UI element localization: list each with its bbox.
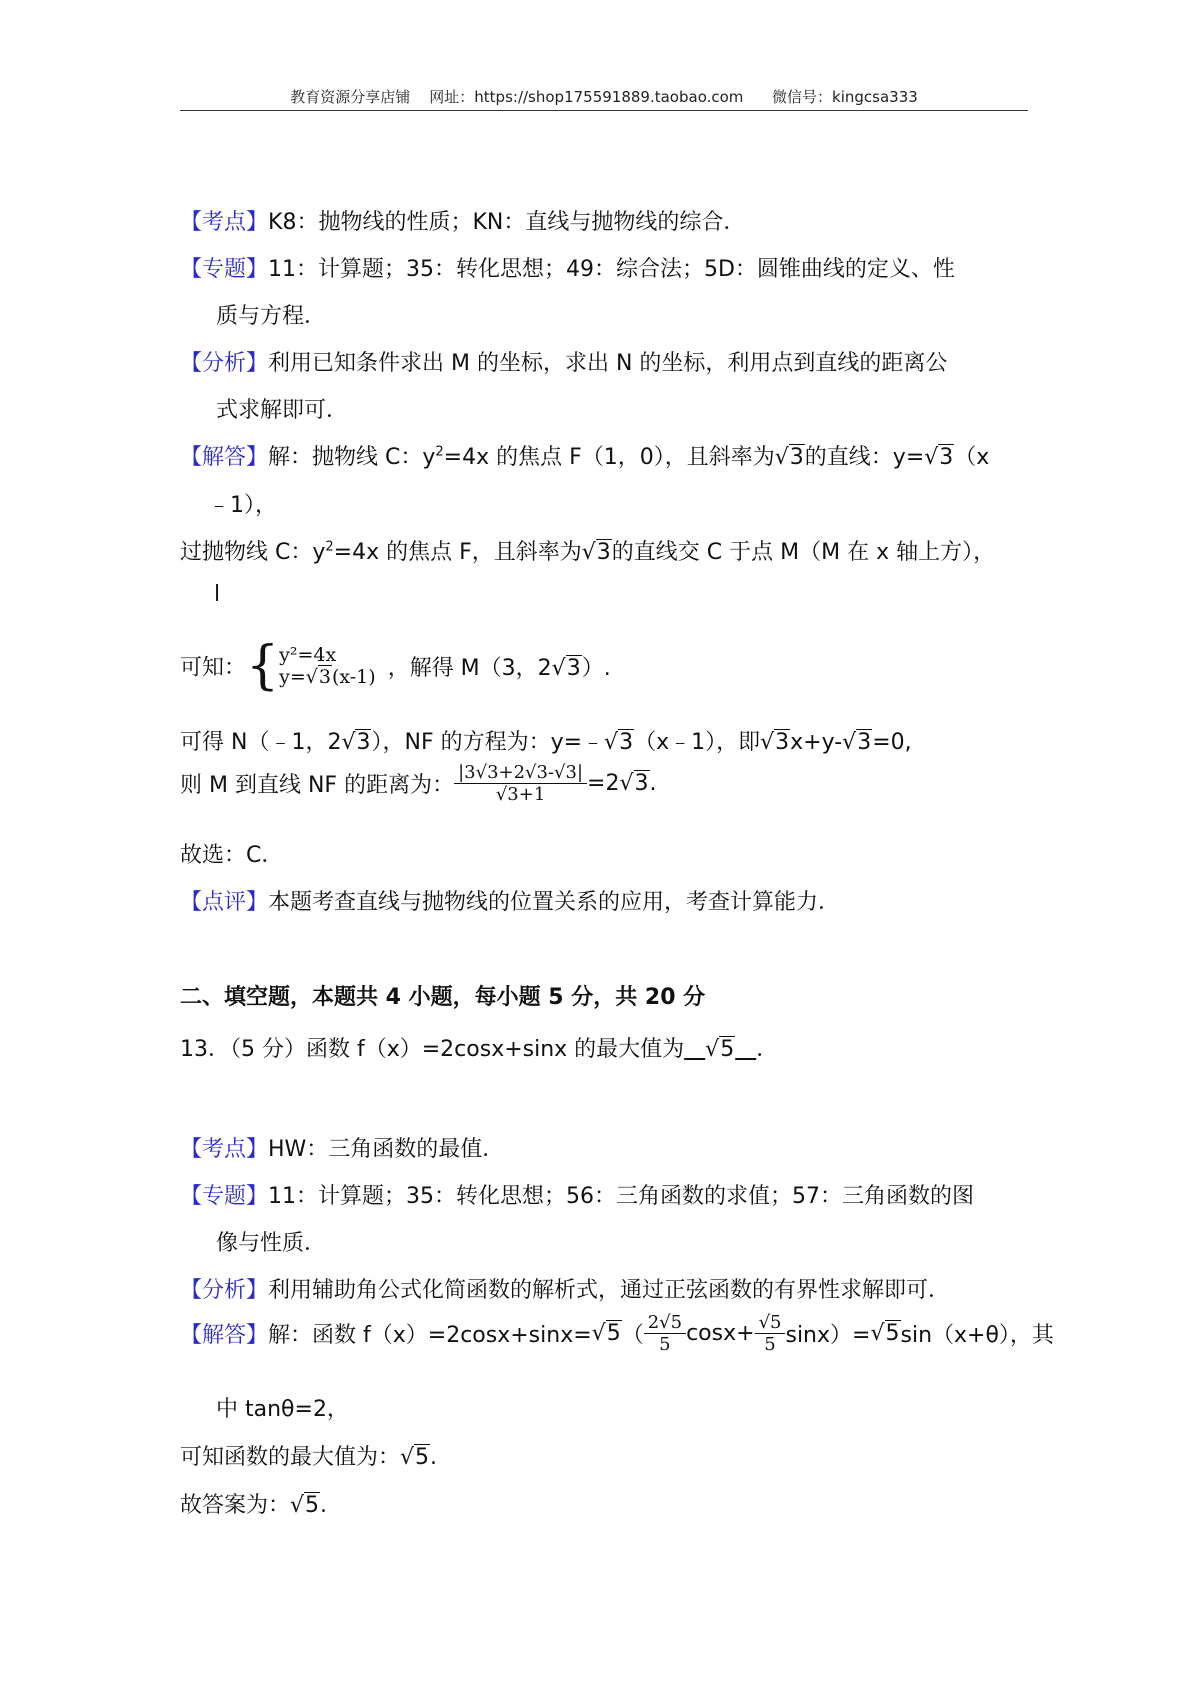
equation-2: y=√3(x-1) bbox=[279, 666, 376, 688]
sqrt-3: √3 bbox=[760, 730, 790, 755]
fenxi-text-2: 式求解即可． bbox=[216, 398, 349, 423]
tag-dianping: 【点评】 bbox=[180, 890, 269, 915]
text: =4x 的焦点 F，且斜率为 bbox=[333, 540, 582, 565]
kaodian-text: HW：三角函数的最值． bbox=[268, 1137, 505, 1162]
jieda-text: =4x 的焦点 F（1，0），且斜率为 bbox=[443, 445, 775, 470]
text: x+y- bbox=[790, 730, 843, 755]
text: 则 M 到直线 NF 的距离为： bbox=[180, 773, 455, 798]
tag-jieda: 【解答】 bbox=[180, 1323, 269, 1348]
text: ，解得 M（3，2√3）. bbox=[387, 655, 611, 681]
equation-system bbox=[279, 644, 376, 688]
sqrt-3: √3 bbox=[924, 445, 954, 470]
zhuanti-text-2: 质与方程． bbox=[216, 304, 327, 329]
q13-kaodian bbox=[180, 1132, 504, 1163]
sqrt-3: √3 bbox=[842, 730, 872, 755]
sqrt-5: √5 bbox=[290, 1493, 320, 1518]
sqrt-3: √3 bbox=[774, 445, 804, 470]
distance-fraction bbox=[454, 762, 587, 805]
stray-l: l bbox=[214, 582, 221, 607]
tag-fenxi: 【分析】 bbox=[180, 1278, 269, 1303]
superscript: 2 bbox=[325, 539, 334, 555]
text: ． bbox=[756, 1037, 779, 1062]
jieda-line2: ﹣1）， bbox=[208, 493, 277, 518]
text: （ bbox=[621, 1323, 644, 1348]
q12-zhuanti bbox=[180, 252, 955, 283]
q12-dianping bbox=[180, 885, 840, 916]
text: ），NF 的方程为：y=﹣ bbox=[371, 730, 605, 755]
text: =0, bbox=[872, 730, 912, 755]
header-divider bbox=[180, 110, 1028, 111]
text: （x﹣1），即 bbox=[634, 730, 761, 755]
header-url: 网址：https://shop175591889.taobao.com bbox=[429, 88, 744, 106]
fraction-sqrt5-over-5: $\frac{√5}{5}$ bbox=[755, 1312, 786, 1355]
page-header bbox=[180, 86, 1028, 107]
text: 过抛物线 C：y bbox=[180, 540, 326, 565]
q12-jieda-line1 bbox=[180, 440, 989, 471]
header-wechat: 微信号：kingcsa333 bbox=[772, 88, 918, 106]
text: . bbox=[430, 1445, 438, 1470]
fenxi-text-1: 利用已知条件求出 M 的坐标，求出 N 的坐标，利用点到直线的距离公 bbox=[268, 351, 948, 376]
sqrt-5: √5 bbox=[400, 1445, 430, 1470]
guxuan: 故选：C． bbox=[180, 843, 284, 868]
text: sin（x+θ），其 bbox=[900, 1323, 1054, 1348]
q12-line6 bbox=[180, 725, 912, 756]
text: 故答案为： bbox=[180, 1493, 291, 1518]
tag-kaodian: 【考点】 bbox=[180, 210, 269, 235]
tag-kaodian: 【考点】 bbox=[180, 1137, 269, 1162]
tag-zhuanti: 【专题】 bbox=[180, 257, 269, 282]
equation-1: y²=4x bbox=[279, 644, 337, 666]
text: 解：函数 f（x）=2cosx+sinx= bbox=[268, 1323, 592, 1348]
dianping-text: 本题考查直线与抛物线的位置关系的应用，考查计算能力． bbox=[268, 890, 841, 915]
q12-system-line bbox=[180, 636, 611, 696]
text: 可知函数的最大值为： bbox=[180, 1445, 401, 1470]
brace-icon: { bbox=[246, 636, 280, 696]
text: . bbox=[320, 1493, 328, 1518]
numerator: |3√3+2√3-√3| bbox=[454, 762, 587, 784]
text: 可知： bbox=[180, 655, 247, 681]
jieda-line2: 中 tanθ=2， bbox=[216, 1397, 349, 1422]
q13-fenxi bbox=[180, 1273, 950, 1304]
sqrt-5: √5 bbox=[591, 1321, 621, 1346]
answer-blank: √5 bbox=[705, 1037, 735, 1062]
jieda-text: 解：抛物线 C：y bbox=[268, 445, 436, 470]
header-shop: 教育资源分享店铺 bbox=[290, 88, 411, 106]
zhuanti-text-1: 11：计算题；35：转化思想；56：三角函数的求值；57：三角函数的图 bbox=[268, 1184, 974, 1209]
zhuanti-text-1: 11：计算题；35：转化思想；49：综合法；5D：圆锥曲线的定义、性 bbox=[268, 257, 955, 282]
text: =2√3. bbox=[587, 771, 657, 796]
text: 的直线交 C 于点 M（M 在 x 轴上方）， bbox=[611, 540, 996, 565]
q13-answer bbox=[180, 1488, 327, 1519]
denominator: √3+1 bbox=[495, 784, 546, 805]
section-title: 二、填空题，本题共 4 小题，每小题 5 分，共 20 分 bbox=[180, 985, 706, 1010]
sqrt-3: √3 bbox=[604, 730, 634, 755]
q12-line7 bbox=[180, 762, 657, 805]
tag-jieda: 【解答】 bbox=[180, 445, 269, 470]
q13-max bbox=[180, 1440, 437, 1471]
tag-zhuanti: 【专题】 bbox=[180, 1184, 269, 1209]
q12-kaodian bbox=[180, 205, 745, 236]
q13-stem bbox=[180, 1032, 778, 1063]
text: cosx+ bbox=[686, 1321, 755, 1346]
zhuanti-text-2: 像与性质． bbox=[216, 1231, 327, 1256]
jieda-text: （x bbox=[954, 445, 990, 470]
tag-fenxi: 【分析】 bbox=[180, 351, 269, 376]
sqrt-3: √3 bbox=[581, 540, 611, 565]
fraction-2sqrt5-over-5: $\frac{2√5}{5}$ bbox=[644, 1312, 686, 1355]
sqrt-5: √5 bbox=[870, 1321, 900, 1346]
q12-fenxi bbox=[180, 346, 947, 377]
q12-line3 bbox=[180, 535, 995, 566]
superscript: 2 bbox=[435, 444, 444, 460]
kaodian-text: K8：抛物线的性质；KN：直线与抛物线的综合． bbox=[268, 210, 746, 235]
stem-text: 13．（5 分）函数 f（x）=2cosx+sinx 的最大值为 bbox=[180, 1037, 685, 1062]
jieda-text: 的直线：y= bbox=[804, 445, 925, 470]
text: 可得 N（﹣1，2 bbox=[180, 730, 342, 755]
fenxi-text: 利用辅助角公式化简函数的解析式，通过正弦函数的有界性求解即可． bbox=[268, 1278, 951, 1303]
q13-jieda-line1 bbox=[180, 1312, 1054, 1355]
text: sinx）= bbox=[785, 1323, 871, 1348]
sqrt-3: √3 bbox=[341, 730, 371, 755]
q13-zhuanti bbox=[180, 1179, 974, 1210]
